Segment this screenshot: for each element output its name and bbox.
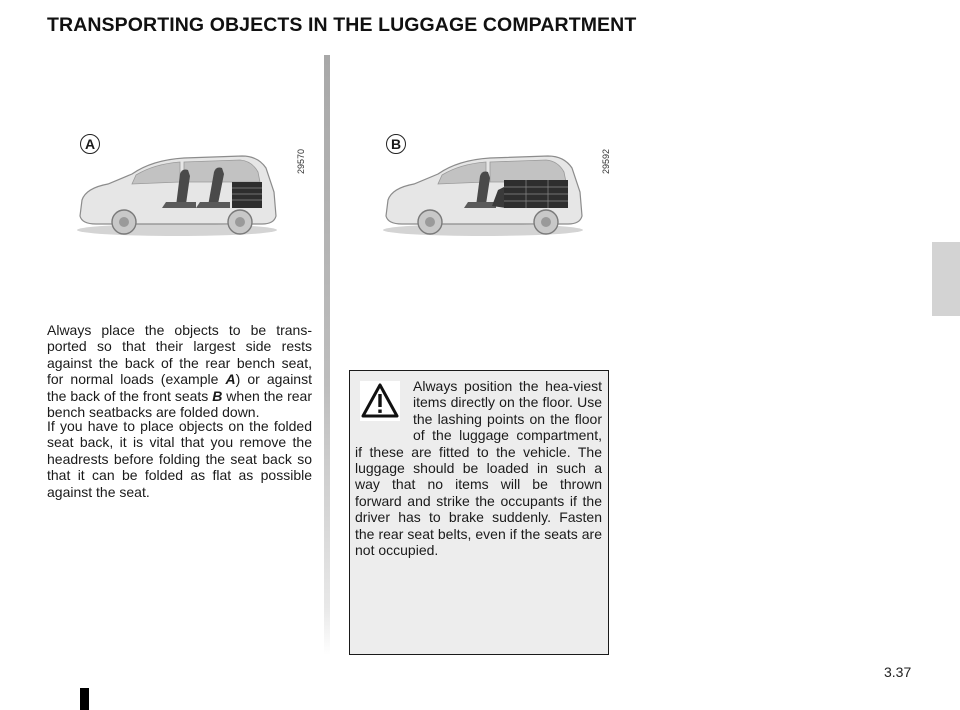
page-number: 3.37 (884, 664, 912, 680)
warning-text: Always position the hea-viest items directly on the floor. Use the lashing points on the floor of the luggage compartment, if these are fitted to the vehicle. The luggage should be loaded in such a way that no items will be thrown forward and strike the occupants if the driver has to brake suddenly. Fasten the rear seat belts, even if the seats are not occupied. (355, 378, 602, 559)
figure-reference-b: 29592 (601, 148, 611, 174)
car-illustration-a (74, 146, 280, 240)
car-illustration-b (380, 146, 586, 240)
corner-mark (80, 688, 89, 710)
figure-reference-a: 29570 (296, 148, 306, 174)
warning-text-block (355, 378, 602, 558)
body-p1-start: Always place the objects to be trans-ported so that their largest side rests against the back of the rear bench seat, for normal loads (example (47, 322, 312, 388)
figure-a (66, 128, 316, 240)
section-side-tab (932, 242, 960, 316)
warning-icon-spacer (355, 378, 413, 440)
column-divider (324, 55, 330, 655)
figure-label-a: A (80, 134, 100, 154)
body-paragraph-1 (47, 322, 312, 420)
warning-box (349, 370, 609, 655)
figure-b (372, 128, 622, 240)
ref-letter-a: A (225, 371, 236, 388)
figure-label-b: B (386, 134, 406, 154)
body-paragraph-2: If you have to place objects on the folded seat back, it is vital that you remove the headrests before folding the seat back so that it can be folded as flat as possible against the seat. (47, 418, 312, 500)
body-p1-end: when the rear bench seatbacks are folded down. (47, 387, 312, 421)
page-title: TRANSPORTING OBJECTS IN THE LUGGAGE COMPARTMENT (47, 14, 637, 36)
ref-letter-b: B (212, 387, 223, 404)
body-p1-mid: ) or against the back of the front seats (47, 371, 312, 404)
